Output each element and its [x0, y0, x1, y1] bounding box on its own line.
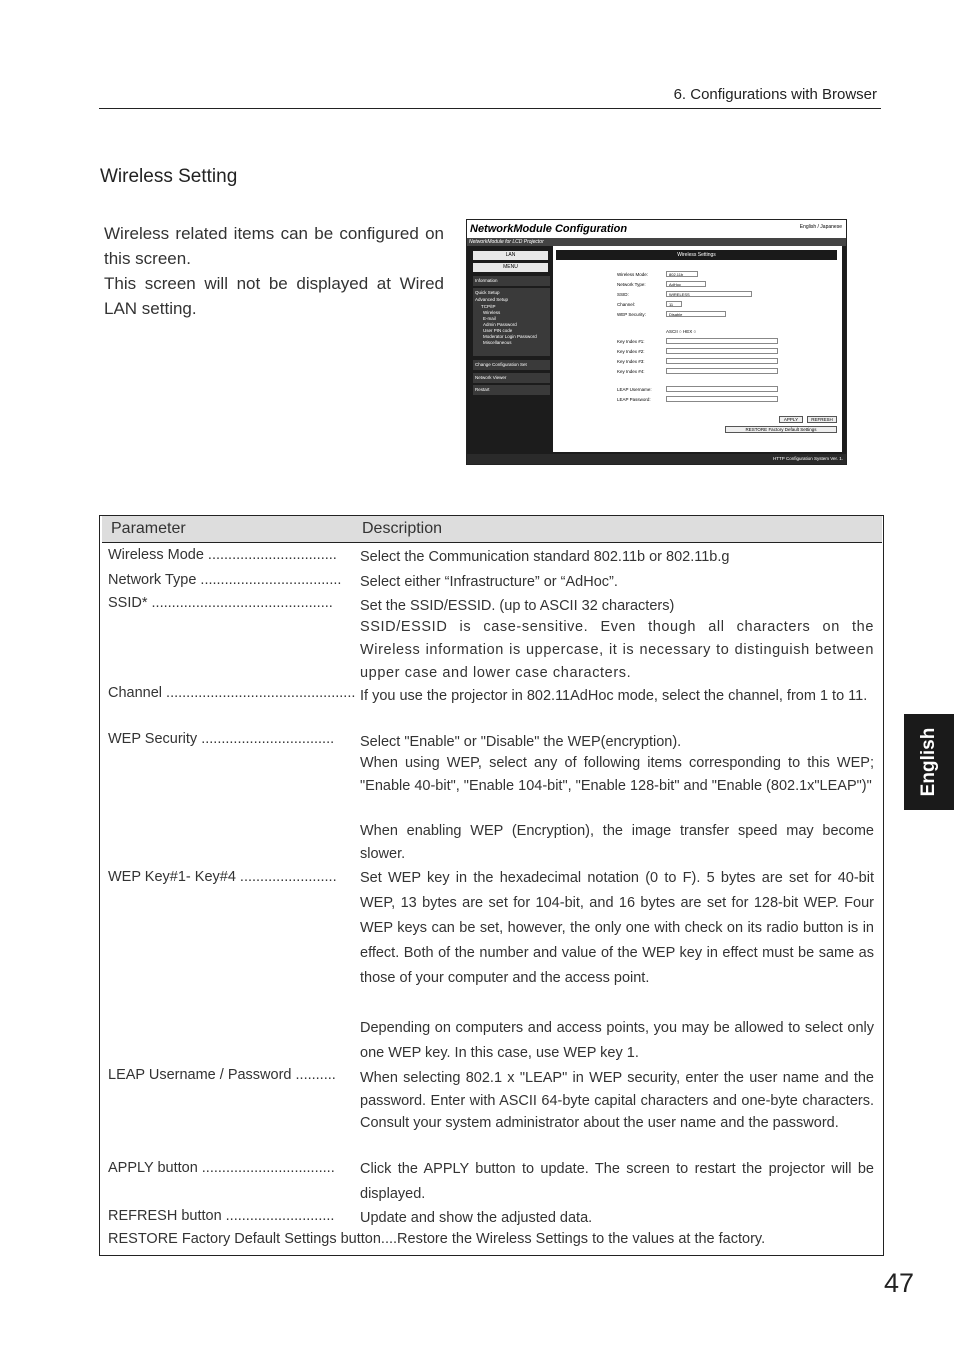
- key-index-2-input: [666, 348, 778, 354]
- desc-network-type: Select either “Infrastructure” or “AdHoc”.: [360, 574, 618, 590]
- param-network-type: Network Type ...................................: [108, 572, 342, 588]
- desc-wep-security-3: When enabling WEP (Encryption), the image transfer speed may become slower.: [360, 823, 874, 862]
- desc-apply: Click the APPLY button to update. The screen to restart the projector will be displayed.: [360, 1161, 874, 1202]
- param-ssid: SSID* .............................................: [108, 595, 333, 611]
- table-header: [102, 516, 882, 543]
- field-label: Key Index #2:: [617, 349, 645, 354]
- screenshot-footer: [467, 454, 846, 464]
- param-leap: LEAP Username / Password ..........: [108, 1067, 336, 1083]
- screenshot-footer-text: HTTP Configuration System Ver. 1.: [773, 456, 843, 461]
- desc-channel: If you use the projector in 802.11AdHoc mode, select the channel, from 1 to 11.: [360, 688, 868, 704]
- ascii-hex-radios: ASCII ○ HEX ○: [666, 329, 697, 334]
- desc-ssid-1: Set the SSID/ESSID. (up to ASCII 32 characters): [360, 598, 675, 614]
- sidebar-group-restart: [473, 385, 550, 395]
- restore-defaults-button: RESTORE Factory Default Settings: [725, 426, 837, 433]
- config-screenshot: [466, 219, 847, 465]
- sidebar-item: Restart: [475, 387, 490, 392]
- field-label: SSID:: [617, 292, 629, 297]
- channel-select: 11: [666, 301, 682, 307]
- desc-wep-key-1: Set WEP key in the hexadecimal notation (0 to F). 5 bytes are set for 40-bit WEP, 13 bytes are set for 104-bit, and 16 bytes are set for 128-bit WEP. Four WEP keys can be set, however, the only one with check on its radio button is in effect. Both of the number and value of the WEP key in effect must be same as those of your computer and the access point.: [360, 870, 874, 986]
- sidebar-group-information: [473, 276, 550, 286]
- field-label: Wireless Mode:: [617, 272, 649, 277]
- screenshot-subtitle: NetworkModule for LCD Projector: [469, 239, 544, 245]
- key-index-3-input: [666, 358, 778, 364]
- key-index-4-input: [666, 368, 778, 374]
- sidebar-item: Change Configuration Set: [475, 362, 527, 367]
- field-label: Network Type:: [617, 282, 646, 287]
- column-header-parameter: Parameter: [111, 520, 186, 537]
- restore-row: RESTORE Factory Default Settings button....Restore the Wireless Settings to the values at the factory.: [108, 1231, 766, 1247]
- column-header-description: Description: [362, 520, 443, 537]
- wireless-mode-select: 802.11b: [666, 271, 698, 277]
- field-label: LEAP Password:: [617, 397, 651, 402]
- page-header: [99, 84, 881, 109]
- param-refresh: REFRESH button ...........................: [108, 1208, 335, 1224]
- desc-refresh: Update and show the adjusted data.: [360, 1210, 593, 1226]
- screenshot-subtitle-bar: [467, 238, 846, 246]
- desc-leap: When selecting 802.1 x "LEAP" in WEP security, enter the user name and the password. Enter with ASCII 64-byte capital characters and one-byte characters. Consult your system administrator about the user name and the password.: [360, 1070, 874, 1131]
- sidebar-item: Miscellaneous: [483, 340, 512, 345]
- leap-username-input: [666, 386, 778, 392]
- sidebar-item: Network Viewer: [475, 375, 507, 380]
- sidebar-item: TCP/IP: [481, 304, 496, 309]
- field-label: Key Index #4:: [617, 369, 645, 374]
- desc-wep-security-1: Select "Enable" or "Disable" the WEP(encryption).: [360, 734, 682, 750]
- language-tab-label: English: [918, 727, 939, 797]
- language-tab: [904, 714, 954, 810]
- sidebar-group-viewer: [473, 373, 550, 383]
- sidebar-group-change: [473, 360, 550, 370]
- apply-button: APPLY: [779, 416, 803, 423]
- desc-wep-key-2: Depending on computers and access points, you may be allowed to select only one WEP key. In this case, use WEP key 1.: [360, 1020, 874, 1061]
- desc-wireless-mode: Select the Communication standard 802.11b or 802.11b.g: [360, 549, 730, 565]
- intro-paragraph-1: Wireless related items can be configured on this screen.: [104, 224, 444, 268]
- screenshot-language-link: English / Japanese: [799, 224, 842, 230]
- leap-password-input: [666, 396, 778, 402]
- intro-paragraph-2: This screen will not be displayed at Wired LAN setting.: [104, 274, 444, 318]
- intro-text: [104, 221, 444, 321]
- sidebar-item: E-mail: [483, 316, 496, 321]
- screenshot-title: NetworkModule Configuration: [470, 223, 628, 235]
- sidebar-item: Quick Setup: [475, 290, 500, 295]
- page-number: 47: [884, 1268, 915, 1298]
- sidebar-menu-button: MENU: [473, 263, 548, 272]
- sidebar-lan-button: LAN: [473, 251, 548, 260]
- field-label: Key Index #3:: [617, 359, 645, 364]
- sidebar-item: User PIN code: [483, 328, 513, 333]
- sidebar-item: Admin Password: [483, 322, 517, 327]
- wireless-settings-bar: Wireless Settings: [556, 250, 837, 260]
- desc-wep-security-2: When using WEP, select any of following items corresponding to this WEP; "Enable 40-bit", "Enable 104-bit", "Enable 128-bit" and "Enable (802.1x"LEAP")": [360, 755, 874, 794]
- chapter-title: 6. Configurations with Browser: [673, 86, 877, 103]
- param-channel: Channel ...............................................: [108, 685, 356, 701]
- field-label: WEP Security:: [617, 312, 646, 317]
- param-wep-key: WEP Key#1- Key#4 ........................: [108, 869, 337, 885]
- ssid-input: WIRELESS: [666, 291, 752, 297]
- field-label: Channel:: [617, 302, 636, 307]
- field-label: Key Index #1:: [617, 339, 645, 344]
- sidebar-item: Moderator Login Password: [483, 334, 537, 339]
- sidebar-item: Advanced Setup: [475, 297, 509, 302]
- network-type-select: AdHoc: [666, 281, 706, 287]
- param-wep-security: WEP Security .................................: [108, 731, 335, 747]
- wep-security-select: Disable: [666, 311, 726, 317]
- desc-ssid-2: SSID/ESSID is case-sensitive. Even though all characters on the Wireless information is uppercase, it is necessary to distinguish between upper case and lower case characters.: [360, 619, 874, 681]
- field-label: LEAP Username:: [617, 387, 652, 392]
- screenshot-sidebar: [473, 250, 551, 430]
- refresh-button: REFRESH: [807, 416, 837, 423]
- screenshot-header: [467, 220, 846, 238]
- sidebar-item: Wireless: [483, 310, 501, 315]
- param-apply: APPLY button .................................: [108, 1160, 335, 1176]
- sidebar-item: Information: [475, 278, 498, 283]
- section-title: Wireless Setting: [100, 166, 238, 187]
- sidebar-group-setup: [473, 288, 550, 356]
- param-wireless-mode: Wireless Mode ................................: [108, 547, 337, 563]
- key-index-1-input: [666, 338, 778, 344]
- screenshot-main: [553, 246, 842, 452]
